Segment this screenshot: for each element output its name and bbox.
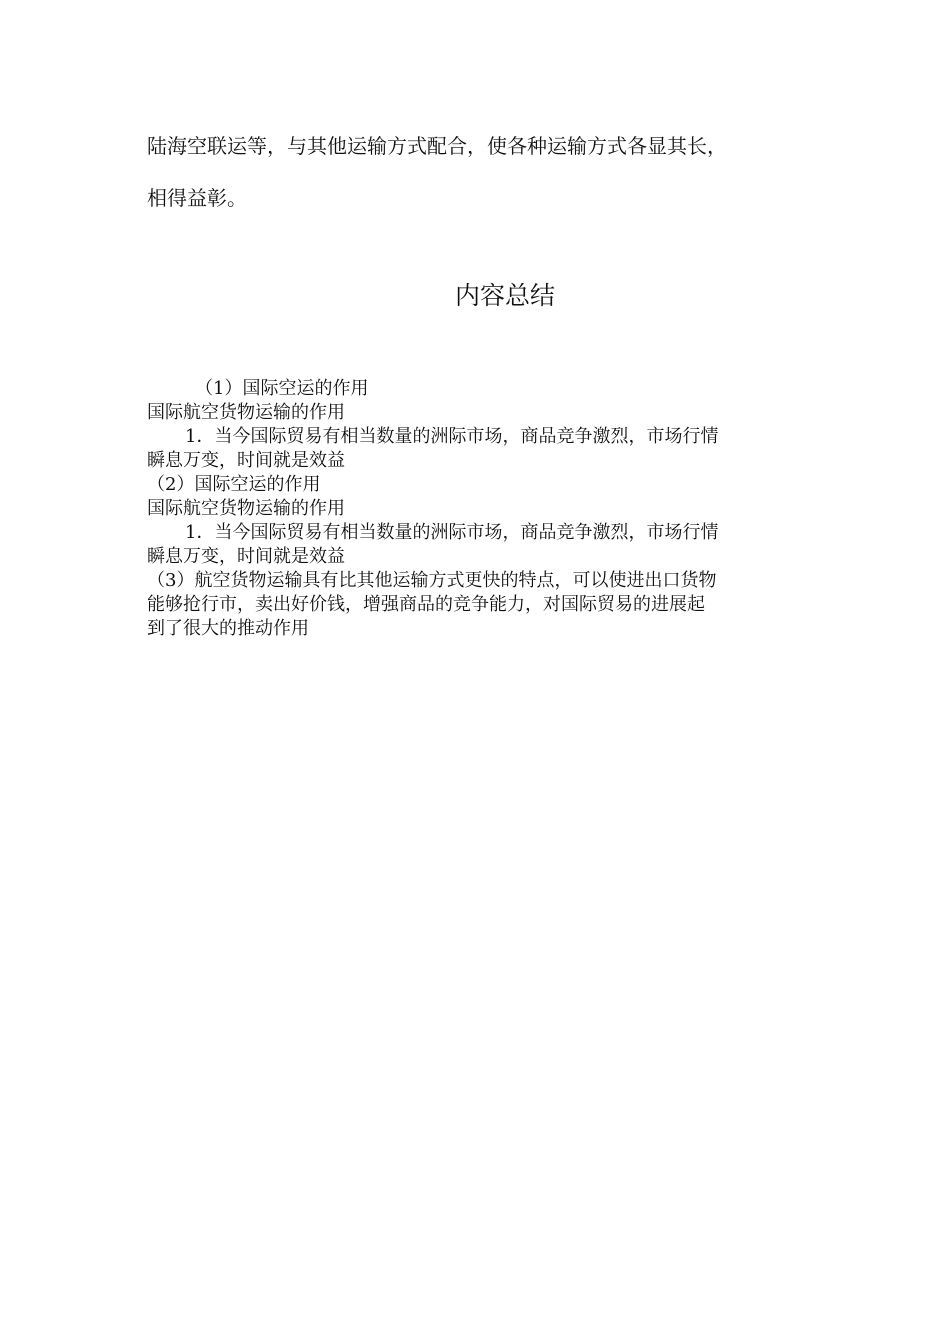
intro-line: 陆海空联运等，与其他运输方式配合，使各种运输方式各显其长，: [147, 134, 727, 158]
summary-line: （3）航空货物运输具有比其他运输方式更快的特点，可以使进出口货物: [147, 570, 717, 591]
summary-heading: 内容总结: [454, 281, 555, 310]
summary-line: （2）国际空运的作用: [147, 474, 321, 495]
summary-line: （1）国际空运的作用: [195, 378, 369, 399]
summary-line: 国际航空货物运输的作用: [147, 402, 345, 423]
summary-line: 瞬息万变，时间就是效益: [147, 450, 345, 471]
summary-line: 到了很大的推动作用: [147, 618, 309, 639]
intro-paragraph: [147, 120, 807, 224]
summary-line: 1．当今国际贸易有相当数量的洲际市场，商品竞争激烈，市场行情: [185, 522, 719, 543]
summary-section: [147, 377, 807, 641]
summary-line: 能够抢行市，卖出好价钱，增强商品的竞争能力，对国际贸易的进展起: [147, 594, 705, 615]
summary-line: 1．当今国际贸易有相当数量的洲际市场，商品竞争激烈，市场行情: [185, 426, 719, 447]
summary-line: 国际航空货物运输的作用: [147, 498, 345, 519]
intro-line: 相得益彰。: [147, 186, 247, 210]
summary-line: 瞬息万变，时间就是效益: [147, 546, 345, 567]
